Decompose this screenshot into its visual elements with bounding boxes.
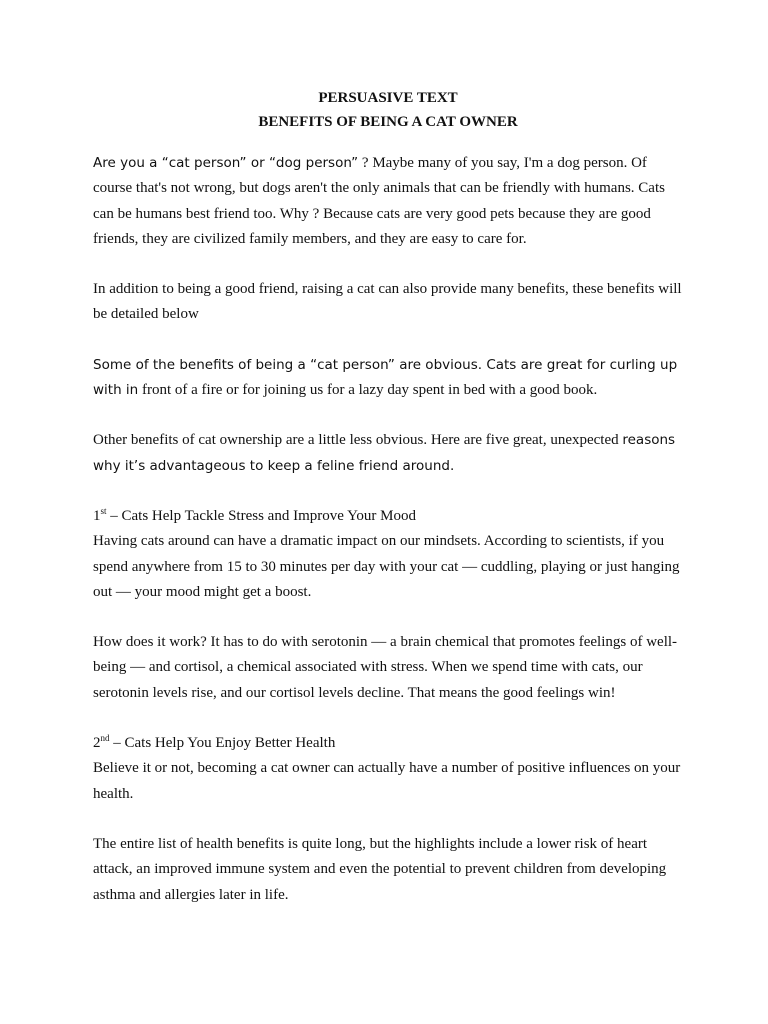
section-1-ordinal: st (100, 505, 107, 516)
section-2-title: – Cats Help You Enjoy Better Health (109, 735, 336, 752)
section-2-body-2: The entire list of health benefits is quite long, but the highlights include a lower risk of heart attack, an improved immune system and even the potential to prevent children from developing asthma and allergies later in life. (93, 835, 667, 903)
intro-text: ? Maybe many of you say, I'm a dog person. Of course that's not wrong, but dogs aren't the only animals that can be friendly with humans. Cats can be humans best friend too. Why ? Because cats are very good pets because they are good friends, they are civilized family members, and they are easy to care for. (93, 155, 665, 247)
intro-paragraph (93, 151, 683, 252)
section-1-title: – Cats Help Tackle Stress and Improve Your Mood (106, 507, 416, 524)
section-2-body-1: Believe it or not, becoming a cat owner can actually have a number of positive influences on your health. (93, 760, 681, 802)
intro-question: Are you a “cat person” or “dog person” (93, 155, 359, 171)
obvious-benefits-rest: front of a fire or for joining us for a lazy day spent in bed with a good book. (138, 382, 598, 399)
section-1-number: 1 (93, 507, 101, 524)
obvious-benefits-paragraph (93, 353, 683, 404)
less-obvious-rest: reasons why it’s advantageous to keep a feline friend around. (93, 432, 676, 474)
section-1-heading (93, 504, 683, 529)
section-1-body-2: How does it work? It has to do with serotonin — a brain chemical that promotes feelings of well-being — and cortisol, a chemical associated with stress. When we spend time with cats, our serotonin levels rise, and our cortisol levels decline. That means the good feelings win! (93, 634, 678, 701)
less-obvious-paragraph (93, 428, 683, 479)
less-obvious-lead: Other benefits of cat ownership are a little less obvious. Here are five great, unexpected (93, 432, 623, 449)
section-2-heading (93, 731, 683, 756)
document-subtitle: BENEFITS OF BEING A CAT OWNER (258, 114, 518, 130)
title-spacer (93, 134, 683, 151)
section-1-body-1: Having cats around can have a dramatic impact on our mindsets. According to scientists, if you spend anywhere from 15 to 30 minutes per day with your cat — cuddling, playing or just hanging out — your mood might get a boost. (93, 533, 680, 600)
obvious-benefits-lead: Some of the benefits of being a “cat person” are obvious. Cats are great for curling up with in (93, 356, 678, 399)
document-title: PERSUASIVE TEXT (318, 90, 458, 106)
section-2-number: 2 (93, 735, 101, 752)
section-2-ordinal: nd (100, 733, 110, 744)
document-body (93, 86, 683, 933)
benefits-intro-paragraph: In addition to being a good friend, raising a cat can also provide many benefits, these benefits will be detailed below (93, 281, 682, 323)
